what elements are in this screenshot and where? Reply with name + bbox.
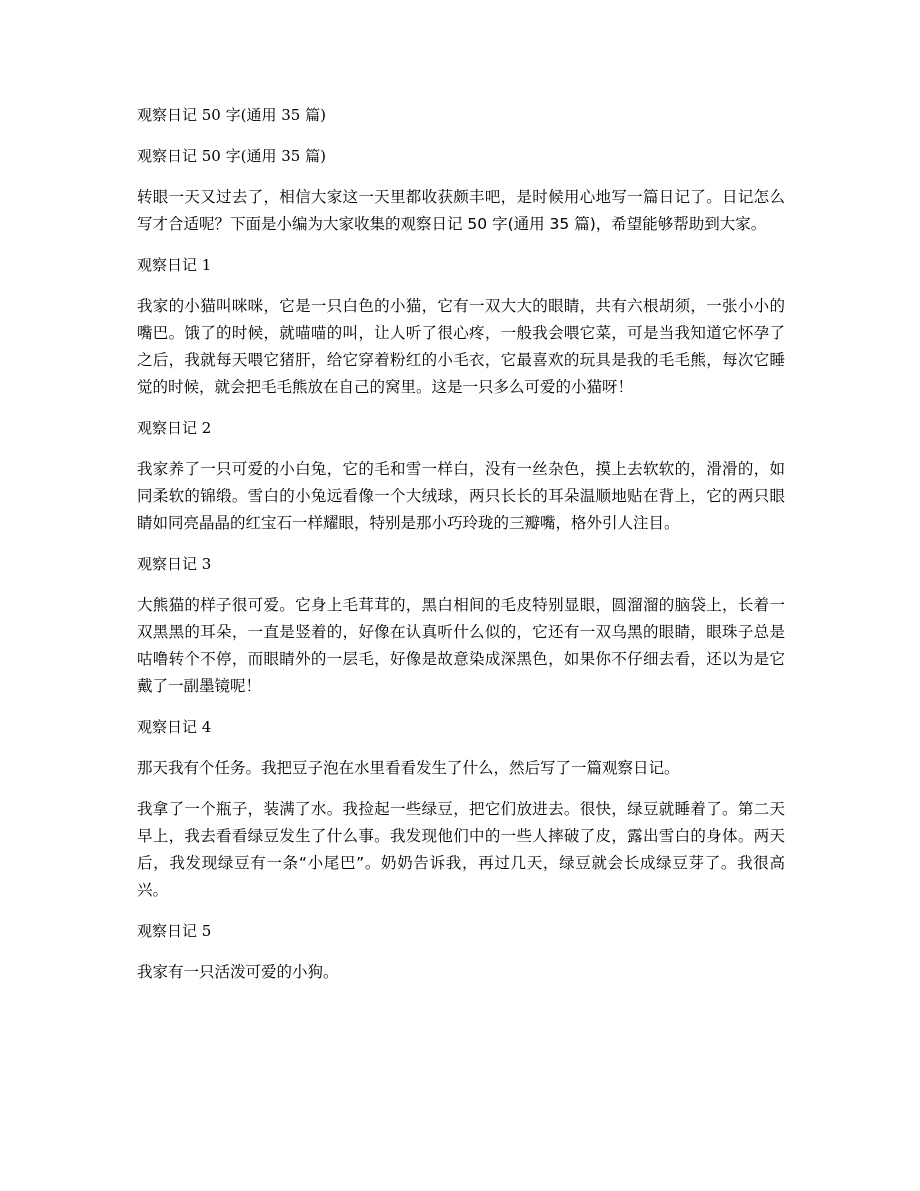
intro-paragraph: 转眼一天又过去了，相信大家这一天里都收获颇丰吧，是时候用心地写一篇日记了。日记怎么写才合适呢？下面是小编为大家收集的观察日记 50 字(通用 35 篇)，希望能够帮助到大家。 [137, 188, 785, 233]
document-subtitle: 观察日记 50 字(通用 35 篇) [137, 147, 326, 165]
section-heading-5: 观察日记 5 [137, 922, 212, 940]
section-heading-3: 观察日记 3 [137, 555, 212, 573]
document-title: 观察日记 50 字(通用 35 篇) [137, 106, 326, 124]
section-2-paragraph-1: 我家养了一只可爱的小白兔，它的毛和雪一样白，没有一丝杂色，摸上去软软的，滑滑的，如同柔软的锦缎。雪白的小兔远看像一个大绒球，两只长长的耳朵温顺地贴在背上，它的两只眼睛如同亮晶晶的红宝石一样耀眼，特别是那小巧玲珑的三瓣嘴，格外引人注目。 [137, 460, 785, 532]
section-heading-4: 观察日记 4 [137, 718, 212, 736]
document-page [137, 102, 785, 1000]
section-heading-1: 观察日记 1 [137, 256, 212, 274]
section-3-paragraph-1: 大熊猫的样子很可爱。它身上毛茸茸的，黑白相间的毛皮特别显眼，圆溜溜的脑袋上，长着一双黑黑的耳朵，一直是竖着的，好像在认真听什么似的，它还有一双乌黑的眼睛，眼珠子总是咕噜转个不停，而眼睛外的一层毛，好像是故意染成深黑色，如果你不仔细去看，还以为是它戴了一副墨镜呢！ [137, 596, 785, 695]
section-4-paragraph-2: 我拿了一个瓶子，装满了水。我捡起一些绿豆，把它们放进去。很快，绿豆就睡着了。第二天早上，我去看看绿豆发生了什么事。我发现他们中的一些人摔破了皮，露出雪白的身体。两天后，我发现绿豆有一条“小尾巴”。奶奶告诉我，再过几天，绿豆就会长成绿豆芽了。我很高兴。 [137, 800, 785, 899]
section-heading-2: 观察日记 2 [137, 419, 212, 437]
section-4-paragraph-1: 那天我有个任务。我把豆子泡在水里看看发生了什么，然后写了一篇观察日记。 [137, 759, 680, 777]
section-5-paragraph-1: 我家有一只活泼可爱的小狗。 [137, 963, 339, 981]
section-1-paragraph-1: 我家的小猫叫咪咪，它是一只白色的小猫，它有一双大大的眼睛，共有六根胡须，一张小小的嘴巴。饿了的时候，就喵喵的叫，让人听了很心疼，一般我会喂它菜，可是当我知道它怀孕了之后，我就每天喂它猪肝，给它穿着粉红的小毛衣，它最喜欢的玩具是我的毛毛熊，每次它睡觉的时候，就会把毛毛熊放在自己的窝里。这是一只多么可爱的小猫呀！ [137, 297, 785, 396]
